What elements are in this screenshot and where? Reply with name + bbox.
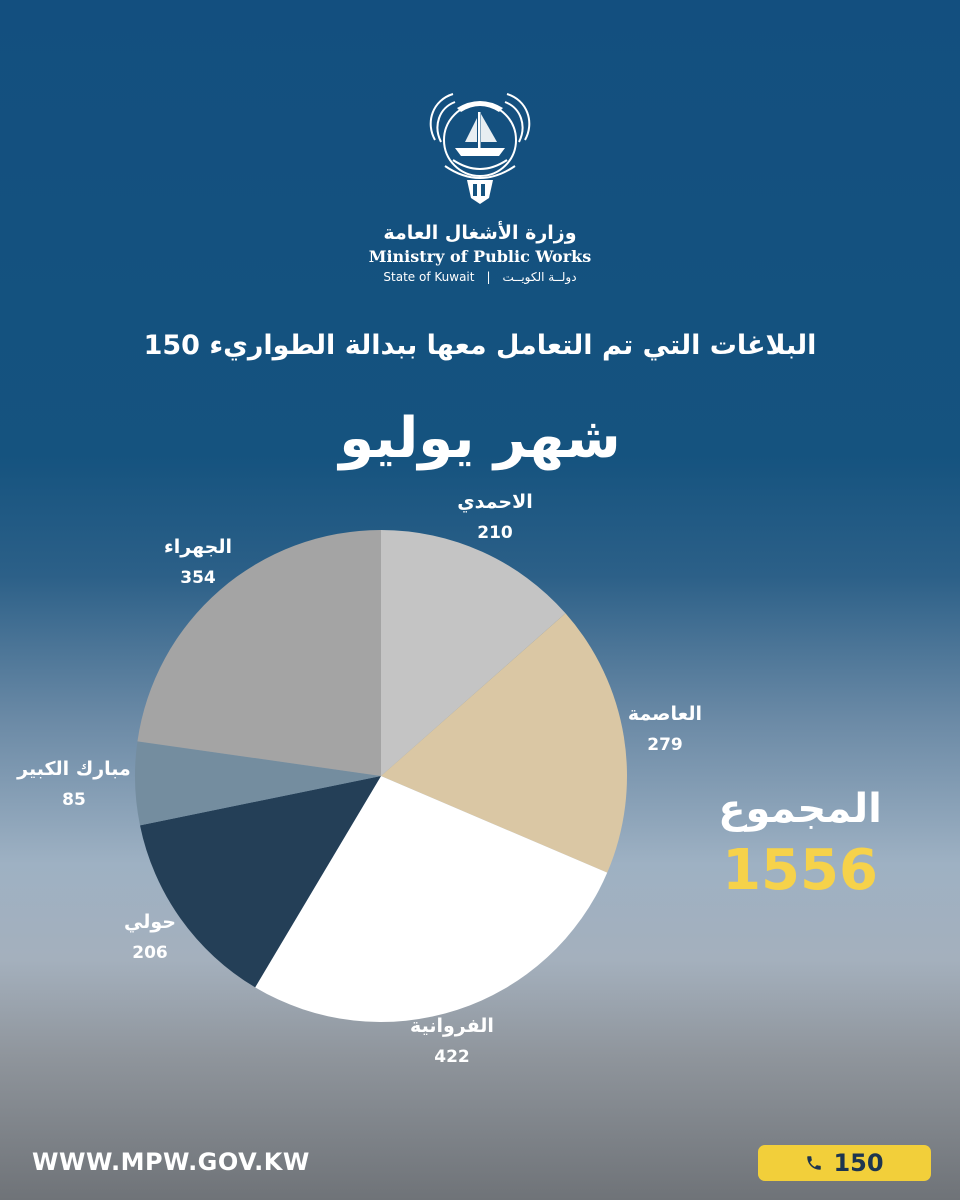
- slice-label: العاصمة: [627, 703, 703, 725]
- hotline-number: 150: [833, 1149, 884, 1177]
- slice-value-label: 354: [180, 568, 216, 588]
- slice-label: مبارك الكبير: [17, 758, 131, 780]
- slice-value-label: 206: [132, 943, 168, 963]
- slice-label: الجهراء: [164, 536, 232, 558]
- page-subtitle: شهر يوليو: [339, 406, 621, 471]
- slice-value-label: 210: [477, 523, 513, 543]
- org-name-ar: وزارة الأشغال العامة: [383, 222, 577, 244]
- total-value: 1556: [722, 838, 878, 903]
- state-name-en: State of Kuwait: [383, 270, 475, 284]
- slice-value-label: 279: [647, 735, 683, 755]
- phone-icon: [805, 1154, 823, 1172]
- slice-value-label: 422: [434, 1047, 470, 1067]
- state-separator: |: [486, 270, 491, 284]
- hotline-badge[interactable]: [758, 1145, 931, 1181]
- state-name-ar: دولــة الكويــت: [502, 270, 577, 284]
- slice-label: الفروانية: [410, 1015, 494, 1037]
- slice-label: الاحمدي: [457, 491, 533, 513]
- slice-label: حولي: [124, 911, 176, 933]
- total-label: المجموع: [718, 786, 882, 832]
- pie-slice: [137, 530, 381, 776]
- slice-value-label: 85: [62, 790, 86, 810]
- page-title: البلاغات التي تم التعامل معها ببدالة الطواريء 150: [143, 330, 817, 361]
- org-name-en: Ministry of Public Works: [368, 247, 592, 266]
- website-link[interactable]: WWW.MPW.GOV.KW: [32, 1148, 310, 1176]
